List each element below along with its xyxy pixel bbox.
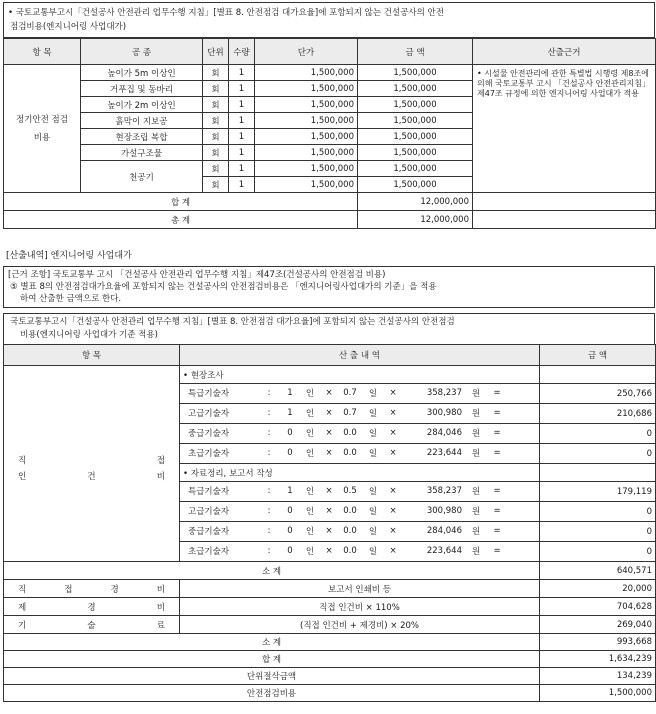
labor-amount: 0 bbox=[540, 522, 656, 542]
labor-amount: 250,766 bbox=[540, 384, 656, 404]
expense-row bbox=[4, 616, 656, 634]
total-amount: 1,634,239 bbox=[540, 651, 656, 668]
top-subtotal-amount: 12,000,000 bbox=[358, 193, 473, 211]
expense-label: 제 경 비 bbox=[4, 598, 180, 616]
labor-calc-cell bbox=[180, 482, 540, 502]
total-label: 소 계 bbox=[4, 634, 540, 651]
total-amount: 993,668 bbox=[540, 634, 656, 651]
daily-rate: 223,644 bbox=[426, 448, 462, 458]
times-sign: × bbox=[389, 408, 397, 418]
bottom-title-line1: 국토교통부고시「건설공사 안전관리 업무수행 지침」[별표 8. 안전점검 대가요율]에 포함되지 않는 건설공사의 안전점검 bbox=[10, 317, 455, 327]
days: 0.5 bbox=[343, 486, 357, 496]
colon: : bbox=[267, 388, 271, 398]
basis-line2: ⑤ 별표 8의 안전점검대가요율에 포함되지 않는 건설공사의 안전점검비용은 「엔지니어링사업대가의 기준」을 적용 bbox=[10, 282, 437, 292]
total-label: 안전점검비용 bbox=[4, 685, 540, 702]
unit-in: 인 bbox=[305, 527, 315, 537]
calc-caption: [산출내역] 엔지니어링 사업대가 bbox=[6, 251, 132, 261]
top-qty-cell: 1 bbox=[229, 129, 255, 145]
unit-in: 인 bbox=[305, 409, 315, 419]
grade: 고급기술자 bbox=[188, 507, 230, 517]
days: 0.0 bbox=[343, 506, 357, 516]
days: 0.7 bbox=[343, 408, 357, 418]
labor-amount: 179,119 bbox=[540, 482, 656, 502]
grade: 중급기술자 bbox=[188, 527, 230, 537]
expense-amount: 269,040 bbox=[540, 616, 656, 634]
top-unit-cell: 회 bbox=[203, 145, 229, 161]
header-qty: 수량 bbox=[229, 39, 255, 65]
labor-calc-cell bbox=[180, 384, 540, 404]
unit-in: 인 bbox=[305, 429, 315, 439]
labor-calc-cell bbox=[180, 502, 540, 522]
grade: 초급기술자 bbox=[188, 449, 230, 459]
header-amount: 금 액 bbox=[358, 39, 473, 65]
bottom-header-row bbox=[4, 345, 656, 366]
unit-in: 인 bbox=[305, 507, 315, 517]
top-price-cell: 1,500,000 bbox=[255, 161, 358, 177]
times-sign: × bbox=[325, 448, 333, 458]
basis-line3: 하여 산출한 금액으로 한다. bbox=[20, 294, 122, 304]
headcount: 1 bbox=[287, 388, 293, 398]
top-unit-cell: 회 bbox=[203, 113, 229, 129]
unit-in: 인 bbox=[305, 449, 315, 459]
top-qty-cell: 1 bbox=[229, 161, 255, 177]
top-total-label: 총 계 bbox=[4, 211, 358, 229]
bottom-title-box bbox=[3, 313, 655, 345]
top-price-cell: 1,500,000 bbox=[255, 65, 358, 81]
top-cost-table bbox=[3, 38, 656, 229]
section-title-row bbox=[4, 366, 656, 384]
top-title-line2: 점검비용(엔지니어링 사업대가) bbox=[10, 22, 127, 32]
top-work-cell: 가설구조물 bbox=[81, 145, 203, 161]
bottom-subtotal1-row bbox=[4, 562, 656, 580]
equals-sign: = bbox=[493, 448, 501, 458]
header-bottom-item: 항 목 bbox=[4, 345, 180, 366]
top-unit-cell: 회 bbox=[203, 81, 229, 97]
total-label: 단위절삭금액 bbox=[4, 668, 540, 685]
basis-line1: [근거 조항] 국토교통부 고시 「건설공사 안전관리 업무수행 지침」제47조(건설공사의 안전점검 비용) bbox=[8, 270, 386, 280]
grade: 특급기술자 bbox=[188, 487, 230, 497]
expense-amount: 704,628 bbox=[540, 598, 656, 616]
headcount: 0 bbox=[287, 546, 293, 556]
expense-label: 기 술 료 bbox=[4, 616, 180, 634]
labor-amount: 0 bbox=[540, 502, 656, 522]
headcount: 0 bbox=[287, 448, 293, 458]
labor-calc-cell bbox=[180, 404, 540, 424]
top-title-line1: • 국토교통부고시「건설공사 안전관리 업무수행 지침」[별표 8. 안전점검 대가요율]에 포함되지 않는 건설공사의 안전 bbox=[8, 8, 444, 18]
expense-row bbox=[4, 598, 656, 616]
unit-il: 일 bbox=[368, 409, 378, 419]
subtotal1-label: 소 계 bbox=[4, 562, 540, 580]
daily-rate: 223,644 bbox=[426, 546, 462, 556]
top-price-cell: 1,500,000 bbox=[255, 177, 358, 193]
section-title: • 자료정리, 보고서 작성 bbox=[180, 464, 540, 482]
colon: : bbox=[267, 408, 271, 418]
top-price-cell: 1,500,000 bbox=[255, 81, 358, 97]
unit-il: 일 bbox=[368, 389, 378, 399]
headcount: 0 bbox=[287, 428, 293, 438]
grade: 특급기술자 bbox=[188, 389, 230, 399]
total-row bbox=[4, 651, 656, 668]
header-work: 공 종 bbox=[81, 39, 203, 65]
equals-sign: = bbox=[493, 428, 501, 438]
bottom-cost-table bbox=[3, 344, 656, 702]
colon: : bbox=[267, 526, 271, 536]
bottom-title-line2: 비용(엔지니어링 사업대가 기준 적용) bbox=[20, 330, 158, 340]
top-qty-cell: 1 bbox=[229, 145, 255, 161]
days: 0.0 bbox=[343, 448, 357, 458]
top-amount-cell: 1,500,000 bbox=[358, 161, 473, 177]
header-item: 항 목 bbox=[4, 39, 81, 65]
times-sign: × bbox=[325, 526, 333, 536]
grade: 중급기술자 bbox=[188, 429, 230, 439]
top-unit-cell: 회 bbox=[203, 65, 229, 81]
times-sign: × bbox=[325, 486, 333, 496]
equals-sign: = bbox=[493, 526, 501, 536]
times-sign: × bbox=[389, 546, 397, 556]
top-subtotal-label: 합 계 bbox=[4, 193, 358, 211]
header-unit: 단위 bbox=[203, 39, 229, 65]
expense-desc: 보고서 인쇄비 등 bbox=[180, 580, 540, 598]
header-bottom-amount: 금 액 bbox=[540, 345, 656, 366]
top-header-row bbox=[4, 39, 656, 65]
labor-amount: 0 bbox=[540, 444, 656, 464]
direct-labor-label-line2: 인 건 비 bbox=[18, 472, 165, 482]
equals-sign: = bbox=[493, 486, 501, 496]
top-work-cell: 현장조립 복합 bbox=[81, 129, 203, 145]
top-price-cell: 1,500,000 bbox=[255, 129, 358, 145]
equals-sign: = bbox=[493, 506, 501, 516]
total-row bbox=[4, 634, 656, 651]
times-sign: × bbox=[325, 506, 333, 516]
days: 0.0 bbox=[343, 546, 357, 556]
top-price-cell: 1,500,000 bbox=[255, 113, 358, 129]
unit-won: 원 bbox=[471, 409, 481, 419]
labor-calc-cell bbox=[180, 444, 540, 464]
top-work-cell: 거푸집 및 동바리 bbox=[81, 81, 203, 97]
unit-won: 원 bbox=[471, 389, 481, 399]
top-amount-cell: 1,500,000 bbox=[358, 81, 473, 97]
top-amount-cell: 1,500,000 bbox=[358, 65, 473, 81]
daily-rate: 358,237 bbox=[426, 486, 462, 496]
top-price-cell: 1,500,000 bbox=[255, 97, 358, 113]
top-category: 정기안전 점검비용 bbox=[4, 65, 81, 193]
top-work-cell: 높이가 2m 이상인 bbox=[81, 97, 203, 113]
times-sign: × bbox=[325, 388, 333, 398]
times-sign: × bbox=[389, 526, 397, 536]
colon: : bbox=[267, 506, 271, 516]
days: 0.7 bbox=[343, 388, 357, 398]
unit-won: 원 bbox=[471, 429, 481, 439]
headcount: 1 bbox=[287, 486, 293, 496]
daily-rate: 300,980 bbox=[426, 408, 462, 418]
header-basis: 산출근거 bbox=[473, 39, 656, 65]
daily-rate: 300,980 bbox=[426, 506, 462, 516]
labor-calc-cell bbox=[180, 522, 540, 542]
times-sign: × bbox=[389, 448, 397, 458]
header-bottom-calc: 산 출 내 역 bbox=[180, 345, 540, 366]
daily-rate: 284,046 bbox=[426, 526, 462, 536]
unit-won: 원 bbox=[471, 547, 481, 557]
times-sign: × bbox=[389, 486, 397, 496]
colon: : bbox=[267, 546, 271, 556]
expense-desc: 직접 인건비 × 110% bbox=[180, 598, 540, 616]
unit-won: 원 bbox=[471, 449, 481, 459]
top-subtotal-row bbox=[4, 193, 656, 211]
direct-labor-label-cell bbox=[4, 366, 180, 562]
top-total-row bbox=[4, 211, 656, 229]
expense-label: 직 접 경 비 bbox=[4, 580, 180, 598]
top-work-cell: 천공기 bbox=[81, 161, 203, 193]
times-sign: × bbox=[389, 428, 397, 438]
top-unit-cell: 회 bbox=[203, 177, 229, 193]
top-unit-cell: 회 bbox=[203, 97, 229, 113]
unit-il: 일 bbox=[368, 429, 378, 439]
headcount: 1 bbox=[287, 408, 293, 418]
colon: : bbox=[267, 448, 271, 458]
colon: : bbox=[267, 486, 271, 496]
times-sign: × bbox=[389, 388, 397, 398]
top-unit-cell: 회 bbox=[203, 129, 229, 145]
top-table-row bbox=[4, 65, 656, 81]
top-work-cell: 높이가 5m 이상인 bbox=[81, 65, 203, 81]
unit-in: 인 bbox=[305, 547, 315, 557]
top-qty-cell: 1 bbox=[229, 65, 255, 81]
total-label: 합 계 bbox=[4, 651, 540, 668]
total-row bbox=[4, 685, 656, 702]
times-sign: × bbox=[325, 428, 333, 438]
expense-desc: (직접 인건비 + 제경비) × 20% bbox=[180, 616, 540, 634]
unit-in: 인 bbox=[305, 487, 315, 497]
top-unit-cell: 회 bbox=[203, 161, 229, 177]
headcount: 0 bbox=[287, 506, 293, 516]
grade: 고급기술자 bbox=[188, 409, 230, 419]
top-amount-cell: 1,500,000 bbox=[358, 113, 473, 129]
subtotal1-amount: 640,571 bbox=[540, 562, 656, 580]
days: 0.0 bbox=[343, 526, 357, 536]
total-row bbox=[4, 668, 656, 685]
top-qty-cell: 1 bbox=[229, 177, 255, 193]
times-sign: × bbox=[389, 506, 397, 516]
headcount: 0 bbox=[287, 526, 293, 536]
unit-won: 원 bbox=[471, 507, 481, 517]
total-amount: 134,239 bbox=[540, 668, 656, 685]
grade: 초급기술자 bbox=[188, 547, 230, 557]
times-sign: × bbox=[325, 546, 333, 556]
labor-calc-cell bbox=[180, 542, 540, 562]
header-price: 단가 bbox=[255, 39, 358, 65]
daily-rate: 284,046 bbox=[426, 428, 462, 438]
unit-won: 원 bbox=[471, 487, 481, 497]
top-amount-cell: 1,500,000 bbox=[358, 97, 473, 113]
times-sign: × bbox=[325, 408, 333, 418]
top-basis-note: • 시설물 안전관리에 관한 특별법 시행령 제8조에 의해 국토교통부 고시 「건설공사 안전관리지침」 제47조 규정에 의한 엔지니어링 사업대가 적용 bbox=[473, 65, 656, 193]
labor-amount: 210,686 bbox=[540, 404, 656, 424]
basis-box bbox=[3, 266, 655, 308]
labor-calc-cell bbox=[180, 424, 540, 444]
labor-amount: 0 bbox=[540, 542, 656, 562]
unit-il: 일 bbox=[368, 547, 378, 557]
direct-labor-label-line1: 직 접 bbox=[18, 456, 165, 466]
top-amount-cell: 1,500,000 bbox=[358, 129, 473, 145]
expense-row bbox=[4, 580, 656, 598]
daily-rate: 358,237 bbox=[426, 388, 462, 398]
unit-il: 일 bbox=[368, 449, 378, 459]
unit-il: 일 bbox=[368, 487, 378, 497]
equals-sign: = bbox=[493, 546, 501, 556]
labor-amount: 0 bbox=[540, 424, 656, 444]
colon: : bbox=[267, 428, 271, 438]
unit-il: 일 bbox=[368, 527, 378, 537]
equals-sign: = bbox=[493, 388, 501, 398]
top-amount-cell: 1,500,000 bbox=[358, 177, 473, 193]
days: 0.0 bbox=[343, 428, 357, 438]
top-work-cell: 흙막이 지보공 bbox=[81, 113, 203, 129]
expense-amount: 20,000 bbox=[540, 580, 656, 598]
equals-sign: = bbox=[493, 408, 501, 418]
top-title-box bbox=[3, 2, 655, 38]
total-amount: 1,500,000 bbox=[540, 685, 656, 702]
top-qty-cell: 1 bbox=[229, 81, 255, 97]
top-price-cell: 1,500,000 bbox=[255, 145, 358, 161]
unit-il: 일 bbox=[368, 507, 378, 517]
top-qty-cell: 1 bbox=[229, 97, 255, 113]
unit-in: 인 bbox=[305, 389, 315, 399]
top-qty-cell: 1 bbox=[229, 113, 255, 129]
section-title: • 현장조사 bbox=[180, 366, 540, 384]
top-amount-cell: 1,500,000 bbox=[358, 145, 473, 161]
unit-won: 원 bbox=[471, 527, 481, 537]
top-total-amount: 12,000,000 bbox=[358, 211, 473, 229]
